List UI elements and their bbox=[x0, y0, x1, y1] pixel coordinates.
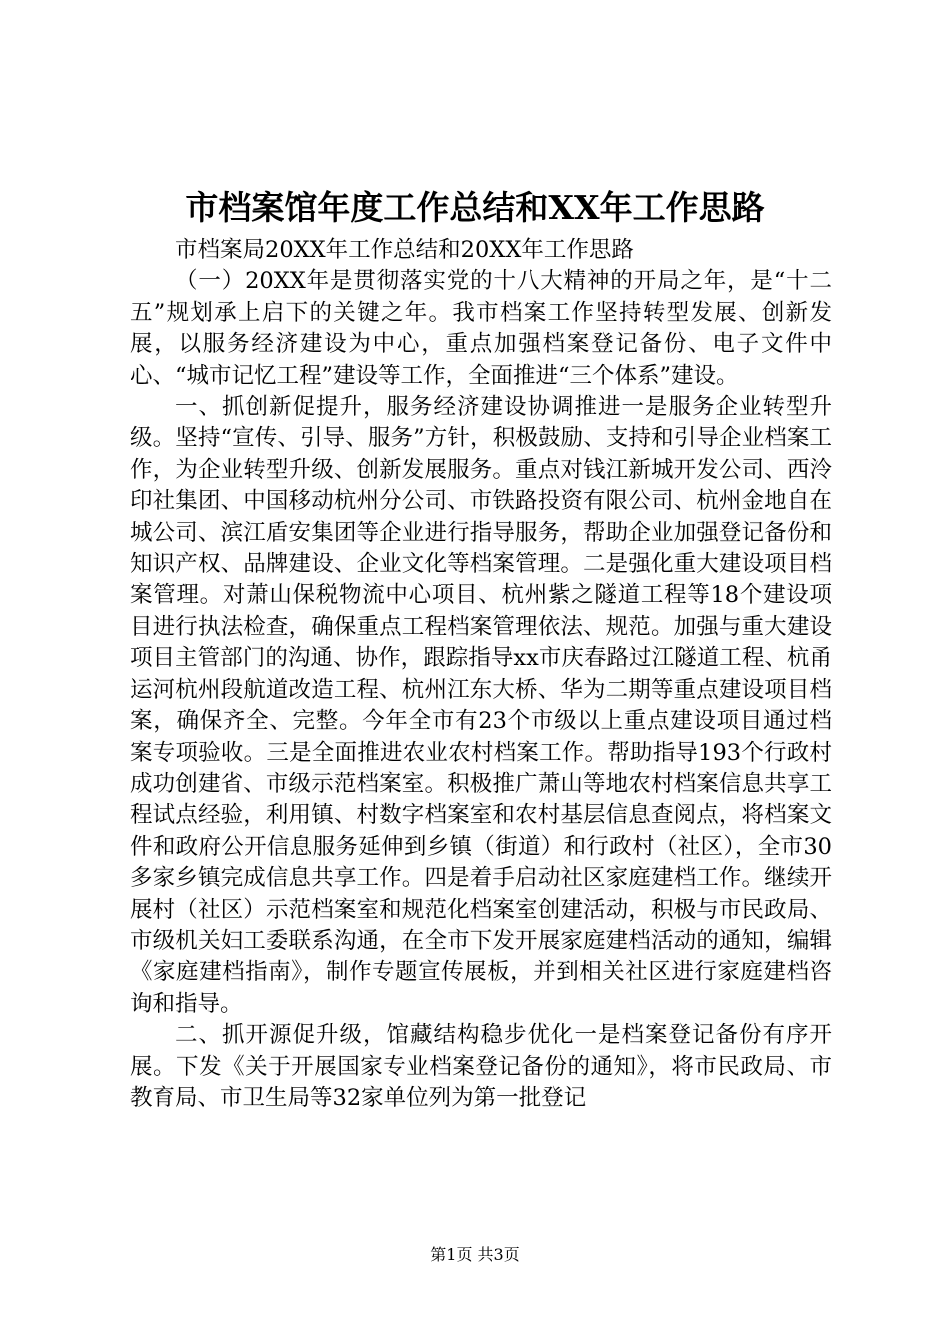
paragraph-section-one: 一、抓创新促提升，服务经济建设协调推进一是服务企业转型升级。坚持“宣传、引导、服务”方针，积极鼓励、支持和引导企业档案工作，为企业转型升级、创新发展服务。重点对钱江新城开发公司、西泠印社集团、中国移动杭州分公司、市铁路投资有限公司、杭州金地自在城公司、滨江盾安集团等企业进行指导服务，帮助企业加强登记备份和知识产权、品牌建设、企业文化等档案管理。二是强化重大建设项目档案管理。对萧山保税物流中心项目、杭州紫之隧道工程等18个建设项目进行执法检查，确保重点工程档案管理依法、规范。加强与重大建设项目主管部门的沟通、协作，跟踪指导xx市庆春路过江隧道工程、杭甬运河杭州段航道改造工程、杭州江东大桥、华为二期等重点建设项目档案，确保齐全、完整。今年全市有23个市级以上重点建设项目通过档案专项验收。三是全面推进农业农村档案工作。帮助指导193个行政村成功创建省、市级示范档案室。积极推广萧山等地农村档案信息共享工程试点经验，利用镇、村数字档案室和农村基层信息查阅点，将档案文件和政府公开信息服务延伸到乡镇（街道）和行政村（社区），全市30多家乡镇完成信息共享工作。四是着手启动社区家庭建档工作。继续开展村（社区）示范档案室和规范化档案室创建活动，积极与市民政局、市级机关妇工委联系沟通，在全市下发开展家庭建档活动的通知，编辑《家庭建档指南》，制作专题宣传展板，并到相关社区进行家庭建档咨询和指导。 bbox=[130, 394, 832, 1017]
document-body bbox=[130, 235, 832, 1114]
page-number-footer: 第1页 共3页 bbox=[430, 1245, 520, 1264]
document-title: 市档案馆年度工作总结和XX年工作思路 bbox=[185, 188, 765, 227]
paragraph-section-two: 二、抓开源促升级，馆藏结构稳步优化一是档案登记备份有序开展。下发《关于开展国家专业档案登记备份的通知》，将市民政局、市教育局、市卫生局等32家单位列为第一批登记 bbox=[130, 1022, 832, 1111]
paragraph-subtitle: 市档案局20XX年工作总结和20XX年工作思路 bbox=[175, 237, 634, 263]
paragraph-intro: （一）20XX年是贯彻落实党的十八大精神的开局之年，是“十二五”规划承上启下的关键之年。我市档案工作坚持转型发展、创新发展，以服务经济建设为中心，重点加强档案登记备份、电子文件中心、“城市记忆工程”建设等工作，全面推进“三个体系”建设。 bbox=[130, 268, 832, 389]
